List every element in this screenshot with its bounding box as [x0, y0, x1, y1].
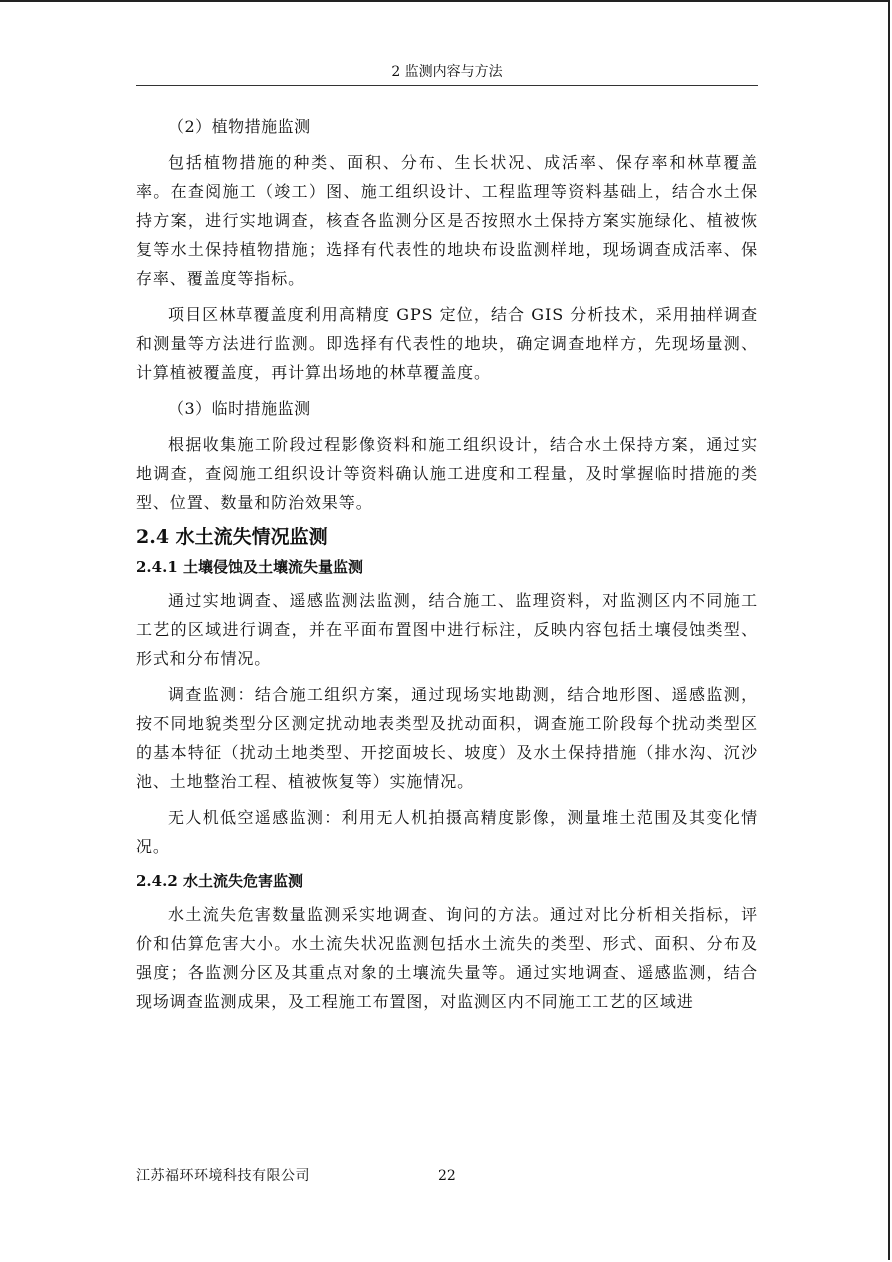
section-heading-2-4: 2.4 水土流失情况监测: [136, 526, 328, 548]
paragraph-hazard-monitoring: 水土流失危害数量监测采实地调查、询问的方法。通过对比分析相关指标，评价和估算危害大小。水土流失状况监测包括水土流失的类型、形式、面积、分布及强度；各监测分区及其重点对象的土壤流失量等。通过实地调查、遥感监测，结合现场调查监测成果，及工程施工布置图，对监测区内不同施工工艺的区域进: [136, 905, 758, 1011]
running-header: 2 监测内容与方法: [391, 64, 503, 80]
paragraph-uav-monitoring: 无人机低空遥感监测：利用无人机拍摄高精度影像，测量堆土范围及其变化情况。: [136, 808, 758, 856]
paragraph-survey-monitoring: 调查监测：结合施工组织方案，通过现场实地勘测，结合地形图、遥感监测，按不同地貌类型分区测定扰动地表类型及扰动面积，调查施工阶段每个扰动类型区的基本特征（扰动土地类型、开挖面坡长、坡度）及水土保持措施（排水沟、沉沙池、土地整治工程、植被恢复等）实施情况。: [136, 685, 758, 791]
subsection-plant-measures: （2）植物措施监测: [168, 117, 311, 136]
subsection-temporary-measures: （3）临时措施监测: [168, 399, 311, 418]
section-heading-2-4-2: 2.4.2 水土流失危害监测: [136, 872, 303, 890]
header-rule: [136, 85, 758, 86]
paragraph-plant-measures: 包括植物措施的种类、面积、分布、生长状况、成活率、保存率和林草覆盖率。在查阅施工（竣工）图、施工组织设计、工程监理等资料基础上，结合水土保持方案，进行实地调查，核查各监测分区是否按照水土保持方案实施绿化、植被恢复等水土保持植物措施；选择有代表性的地块布设监测样地，现场调查成活率、保存率、覆盖度等指标。: [136, 153, 758, 288]
paragraph-erosion-survey: 通过实地调查、遥感监测法监测，结合施工、监理资料，对监测区内不同施工工艺的区域进行调查，并在平面布置图中进行标注，反映内容包括土壤侵蚀类型、形式和分布情况。: [136, 591, 758, 668]
page-body: [136, 112, 758, 1023]
paragraph-vegetation-coverage: 项目区林草覆盖度利用高精度 GPS 定位，结合 GIS 分析技术，采用抽样调查和测量等方法进行监测。即选择有代表性的地块，确定调查地样方，先现场量测、计算植被覆盖度，再计算出场地的林草覆盖度。: [136, 305, 758, 382]
page-number: 22: [438, 1168, 456, 1184]
paragraph-temporary-measures: 根据收集施工阶段过程影像资料和施工组织设计，结合水土保持方案，通过实地调查，查阅施工组织设计等资料确认施工进度和工程量，及时掌握临时措施的类型、位置、数量和防治效果等。: [136, 435, 758, 512]
footer-company: 江苏福环环境科技有限公司: [136, 1168, 310, 1184]
section-heading-2-4-1: 2.4.1 土壤侵蚀及土壤流失量监测: [136, 558, 363, 576]
